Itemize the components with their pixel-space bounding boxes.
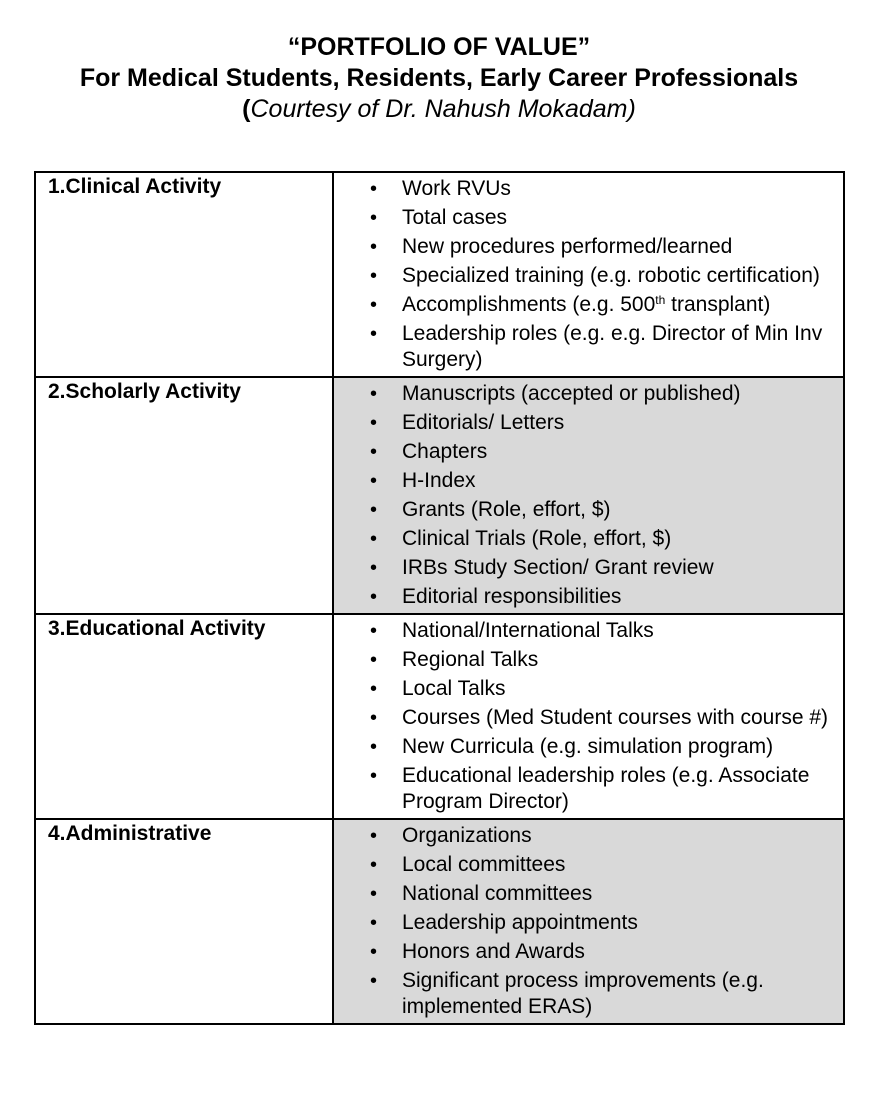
list-item: • Work RVUs	[402, 176, 837, 202]
list-item-accomplishments	[402, 292, 837, 318]
accomplishments-superscript: th	[655, 293, 666, 307]
list-item: • New procedures performed/learned	[402, 234, 837, 260]
table-row-educational	[35, 614, 844, 819]
list-item: • Local Talks	[402, 676, 837, 702]
category-clinical: 1.Clinical Activity	[35, 172, 333, 377]
list-item: • New Curricula (e.g. simulation program)	[402, 734, 837, 760]
items-educational	[333, 614, 844, 819]
category-educational: 3.Educational Activity	[35, 614, 333, 819]
accomplishments-tail: transplant)	[665, 293, 771, 316]
items-clinical	[333, 172, 844, 377]
list-item: • National committees	[402, 881, 837, 907]
list-item: • Leadership appointments	[402, 910, 837, 936]
list-item: • Courses (Med Student courses with course #)	[402, 705, 837, 731]
list-item: • Organizations	[402, 823, 837, 849]
list-item: • Leadership roles (e.g. e.g. Director of Min Inv Surgery)	[402, 321, 837, 373]
list-item: • Regional Talks	[402, 647, 837, 673]
list-item: • H-Index	[402, 468, 837, 494]
accomplishments-text: Accomplishments (e.g. 500	[402, 293, 656, 316]
list-item: • Significant process improvements (e.g. implemented ERAS)	[402, 968, 837, 1020]
list-item: • IRBs Study Section/ Grant review	[402, 555, 837, 581]
table-row-scholarly	[35, 377, 844, 614]
items-scholarly	[333, 377, 844, 614]
document-title: “PORTFOLIO OF VALUE”	[287, 33, 591, 61]
list-item: • Grants (Role, effort, $)	[402, 497, 837, 523]
category-scholarly: 2.Scholarly Activity	[35, 377, 333, 614]
table-row-administrative	[35, 819, 844, 1024]
items-administrative	[333, 819, 844, 1024]
list-item: • Local committees	[402, 852, 837, 878]
list-item: • Clinical Trials (Role, effort, $)	[402, 526, 837, 552]
list-item: • Honors and Awards	[402, 939, 837, 965]
list-item: • Editorial responsibilities	[402, 584, 837, 610]
category-administrative: 4.Administrative	[35, 819, 333, 1024]
table-row-clinical	[35, 172, 844, 377]
credit-open-paren: (	[242, 95, 251, 123]
list-item: • Educational leadership roles (e.g. Associate Program Director)	[402, 763, 837, 815]
list-item: • Chapters	[402, 439, 837, 465]
portfolio-table	[34, 171, 845, 1025]
list-item: • Specialized training (e.g. robotic certification)	[402, 263, 837, 289]
document-credit	[0, 94, 878, 125]
document-subtitle: For Medical Students, Residents, Early Career Professionals	[79, 64, 799, 92]
list-item: • Manuscripts (accepted or published)	[402, 381, 837, 407]
list-item: • Total cases	[402, 205, 837, 231]
credit-text: Courtesy of Dr. Nahush Mokadam)	[250, 95, 636, 123]
document-header	[0, 32, 878, 125]
list-item: • National/International Talks	[402, 618, 837, 644]
list-item: • Editorials/ Letters	[402, 410, 837, 436]
